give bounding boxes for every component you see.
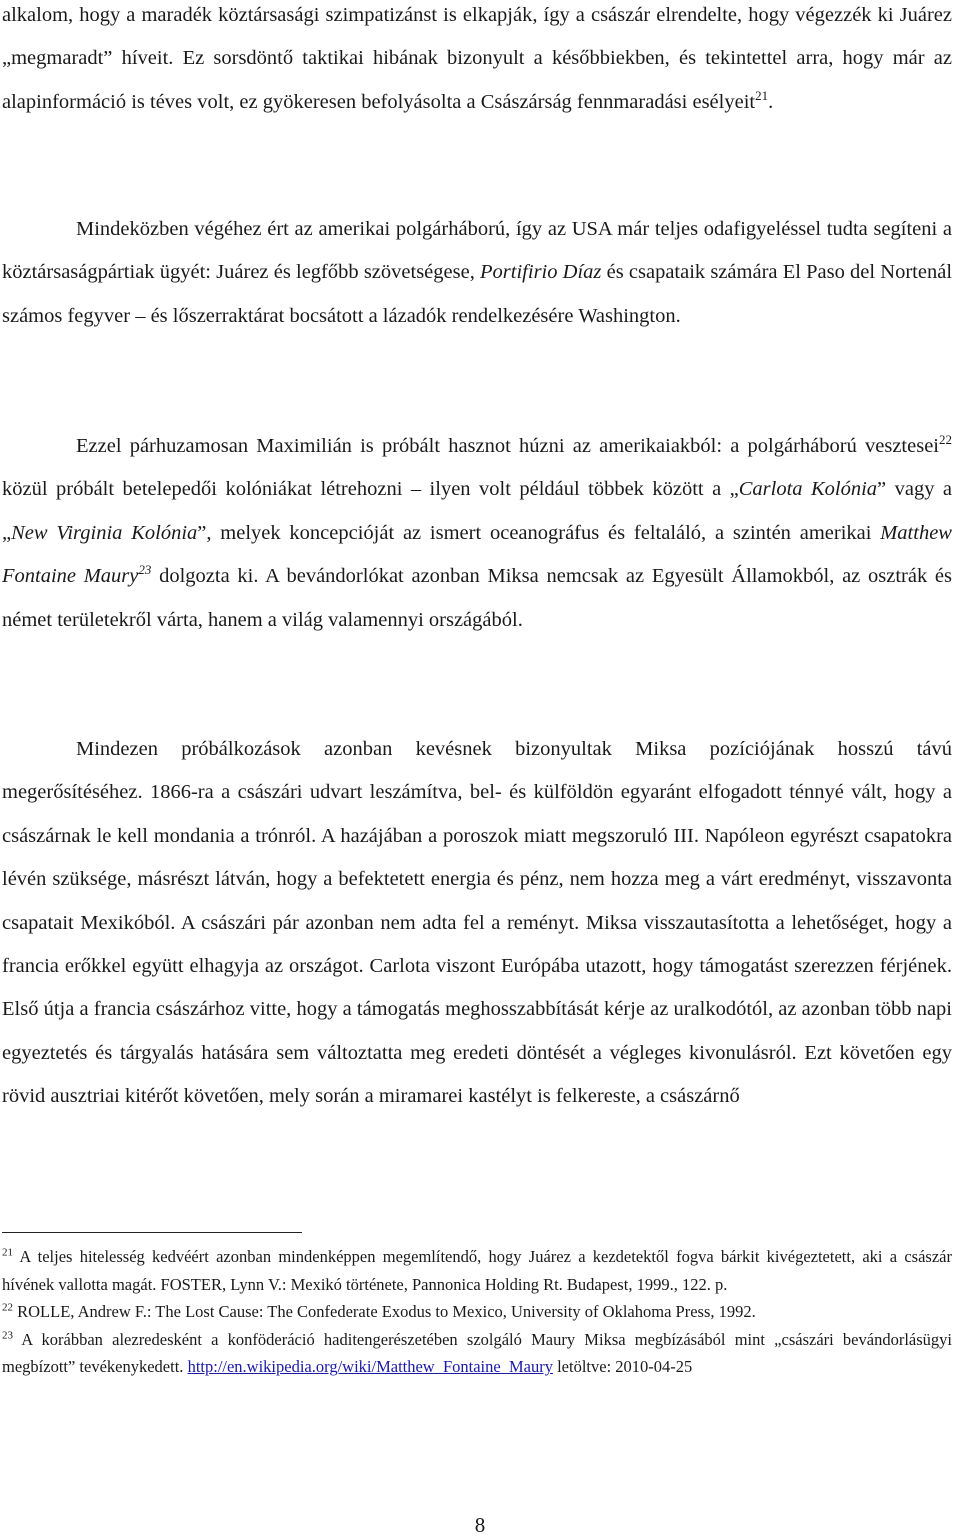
text-segment: közül próbált betelepedői kolóniákat létrehozni – ilyen volt például többek között a „ <box>2 478 739 501</box>
footnote-marker: 21 <box>755 87 769 103</box>
paragraph-3 <box>2 425 952 642</box>
text-segment: Mindeközben végéhez ért az amerikai polgárháború, így az USA már teljes odafigyeléssel tudta segíteni a köztársaságpártiak ügyét: Juárez és legfőbb szövetségese, <box>2 218 952 284</box>
text-segment: dolgozta ki. A bevándorlókat azonban Miksa nemcsak az Egyesült Államokból, az osztrák és német területekről várta, hanem a világ valamennyi országából. <box>2 565 952 631</box>
text-segment: ”, melyek koncepcióját az ismert oceanográfus és feltaláló, a szintén amerikai <box>197 521 881 544</box>
footnote-22 <box>2 1298 952 1326</box>
reference-link[interactable]: http://en.wikipedia.org/wiki/Matthew_Fontaine_Maury <box>187 1357 553 1377</box>
footnote-marker: 22 <box>2 1301 13 1314</box>
italic-text <box>138 562 152 587</box>
text-segment: alkalom, hogy a maradék köztársasági szimpatizánst is elkapják, így a császár elrendelte, hogy végezzék ki Juárez „megmaradt” híveit. Ez sorsdöntő taktikai hibának bizonyult a későbbiekben, és tekintettel arra, hogy már az alapinformáció is téves volt, ez gyökeresen befolyásolta a Császárság fennmaradási esélyeit <box>2 4 952 113</box>
text-segment: és csapataik számára El Paso del Nortenál számos fegyver – és lőszerraktárat bocsátott a lázadók rendelkezésére Washington. <box>2 261 953 327</box>
text-segment: Mindezen próbálkozások azonban kevésnek bizonyultak Miksa pozíciójának hosszú távú megerősítéséhez. 1866-ra a császári udvart leszámítva, bel- és külföldön egyaránt elfogadott ténnyé vált, hogy a császárnak le kell mondania a trónról. A hazájában a poroszok miatt megszoruló III. Napóleon egyrészt csapatokra lévén szüksége, másrészt látván, hogy a befektetett energia és pénz, nem hozza meg a várt eredményt, visszavonta csapatait Mexikóból. A császári pár azonban nem adta fel a reményt. Miksa visszautasította a lehetőséget, hogy a francia erőkkel együtt elhagyja az országot. Carlota viszont Európába utazott, hogy támogatást szerezzen férjének. Első útja a francia császárhoz vitte, hogy a támogatás meghosszabbítását kérje az uralkodótól, az azonban több napi egyeztetés és tárgyalás hatására sem változtatta meg eredeti döntését a végleges kivonulásról. Ezt követően egy rövid ausztriai kitérőt követően, mely során a miramarei kastélyt is felkereste, a császárnő <box>2 738 952 1108</box>
italic-text: New Virginia Kolónia <box>11 521 198 544</box>
paragraph-2 <box>2 208 952 338</box>
footnote-separator <box>2 1232 302 1233</box>
text-segment: A korábban alezredesként a konföderáció haditengerészetében szolgáló Maury Miksa megbízásából mint „császári bevándorlásügyi megbízott” tevékenykedett. <box>2 1329 952 1377</box>
text-segment: . <box>768 90 774 113</box>
paragraph-4 <box>2 728 952 1119</box>
text-segment: ” vagy a „ <box>2 478 952 544</box>
text-segment: ROLLE, Andrew F.: The Lost Cause: The Confederate Exodus to Mexico, University of Oklahoma Press, 1992. <box>13 1302 756 1322</box>
footnote-23 <box>2 1326 952 1381</box>
footnote-marker: 22 <box>939 432 952 448</box>
footnote-21 <box>2 1243 952 1298</box>
text-segment: A teljes hitelesség kedvéért azonban mindenképpen megemlítendő, hogy Juárez a kezdetektől fogva bárkit kivégeztetett, aki a császár hívének vallotta magát. FOSTER, Lynn V.: Mexikó története, Pannonica Holding Rt. Budapest, 1999., 122. p. <box>2 1247 952 1294</box>
italic-text: Carlota Kolónia <box>738 478 878 501</box>
italic-text: Matthew Fontaine Maury <box>2 521 952 588</box>
footnotes <box>2 1243 952 1381</box>
footnote-marker: 21 <box>2 1246 13 1259</box>
page-number: 8 <box>474 1513 486 1537</box>
footnote-marker: 23 <box>138 562 152 578</box>
paragraph-1 <box>2 0 952 124</box>
text-segment: letöltve: 2010-04-25 <box>552 1357 693 1377</box>
text-segment: Ezzel párhuzamosan Maximilián is próbált hasznot húzni az amerikaiakból: a polgárháború vesztesei <box>76 435 939 457</box>
footnote-marker: 23 <box>2 1329 13 1342</box>
italic-text: Portifirio Díaz <box>480 261 602 284</box>
